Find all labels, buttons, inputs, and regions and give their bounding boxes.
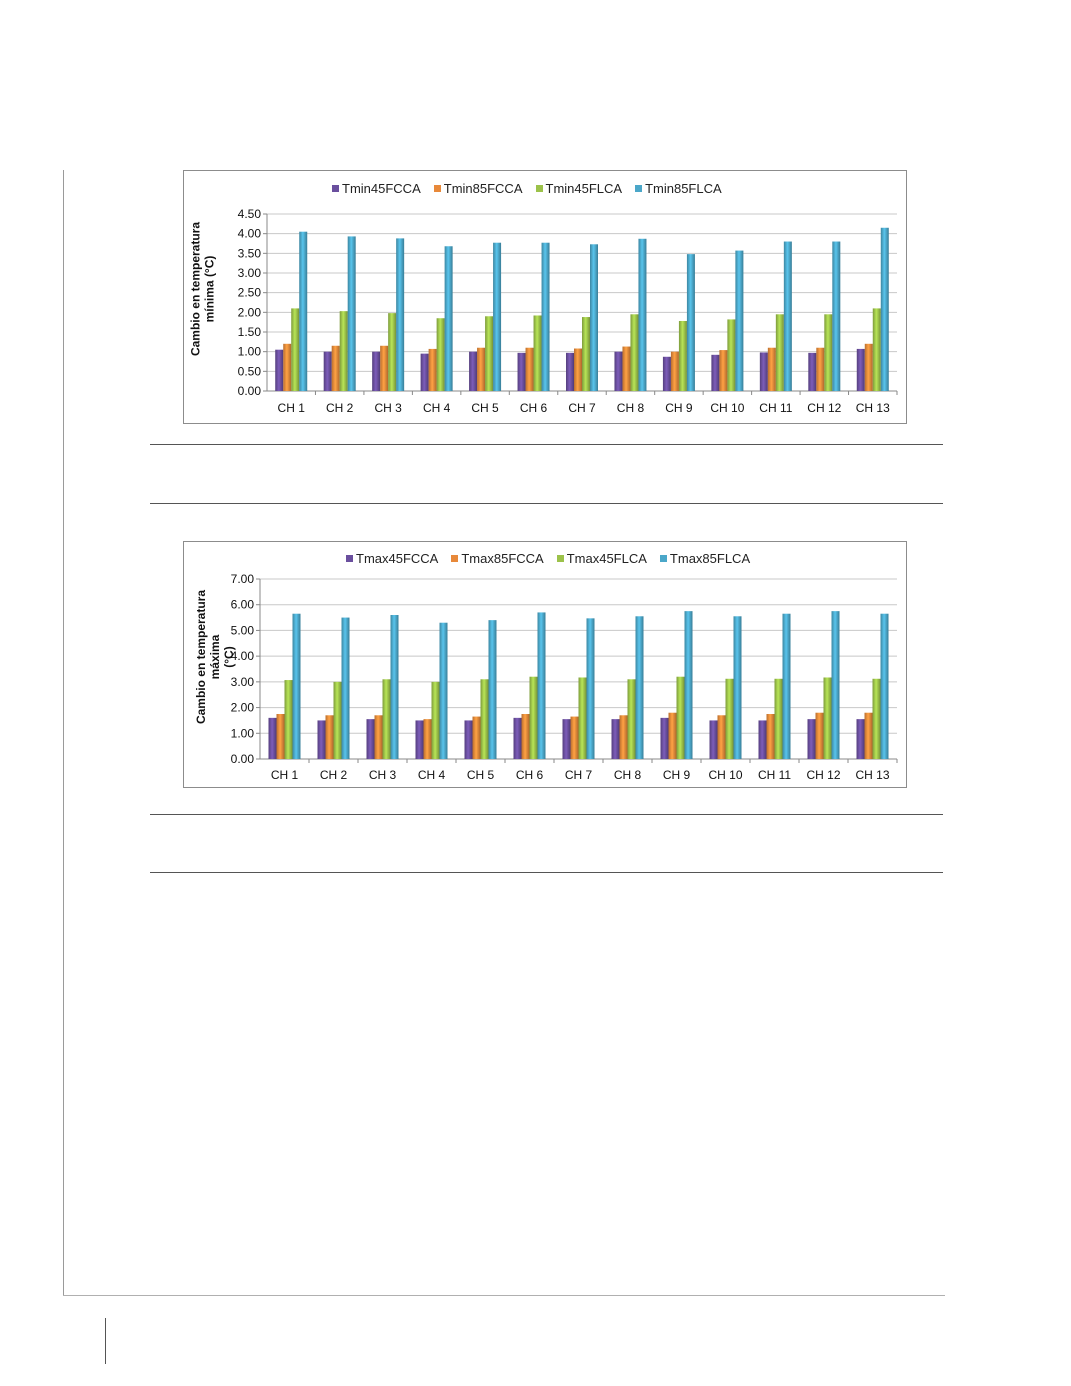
y-tick-label: 0.00 [237,384,261,398]
y-tick-label: 5.00 [230,623,254,638]
bar-Tmin45FCCA-CH4 [421,354,429,391]
bar-Tmax45FLCA-CH3 [383,679,391,759]
bar-Tmax45FLCA-CH10 [726,679,734,759]
bar-Tmax85FCCA-CH7 [571,717,579,759]
bar-Tmax45FCCA-CH8 [612,719,620,759]
bar-Tmax85FLCA-CH8 [636,616,644,759]
bar-Tmin45FCCA-CH1 [275,350,283,391]
x-tick-label: CH 9 [665,401,693,415]
separator-line [150,814,943,815]
bar-Tmax45FLCA-CH4 [432,682,440,759]
separator-line [150,503,943,504]
bar-Tmax45FCCA-CH4 [416,720,424,759]
bar-Tmin45FLCA-CH13 [873,308,881,391]
bar-Tmax85FLCA-CH11 [783,614,791,759]
bar-Tmin45FLCA-CH7 [582,317,590,391]
y-tick-label: 1.50 [237,325,261,339]
bar-Tmax45FCCA-CH2 [318,720,326,759]
bar-Tmax85FCCA-CH10 [718,715,726,759]
bar-Tmin45FLCA-CH2 [340,311,348,391]
y-tick-label: 2.00 [230,700,254,715]
x-tick-label: CH 8 [616,401,645,415]
y-tick-label: 4.50 [237,207,261,221]
bar-Tmax45FLCA-CH8 [628,679,636,759]
bar-Tmax85FCCA-CH13 [865,713,873,759]
legend-label: Tmin85FLCA [645,181,722,196]
bar-Tmin45FLCA-CH6 [534,315,542,391]
bar-Tmin85FCCA-CH8 [622,347,630,391]
legend-label: Tmax85FLCA [669,551,751,566]
bar-Tmin45FLCA-CH12 [824,314,832,391]
bar-Tmin45FLCA-CH1 [291,308,299,391]
legend-label: Tmin85FCCA [443,181,523,196]
bar-Tmax85FLCA-CH4 [440,623,448,759]
bar-Tmin85FLCA-CH2 [348,236,356,391]
x-tick-label: CH 1 [277,401,305,415]
bar-Tmax45FLCA-CH11 [775,679,783,759]
bar-Tmax85FLCA-CH13 [881,614,889,759]
bar-Tmax45FLCA-CH13 [873,679,881,759]
chart-tmax [183,541,907,788]
ylabel-line-2: mínima (°C) [202,255,217,323]
bar-Tmax85FLCA-CH1 [293,614,301,759]
bar-Tmin45FCCA-CH13 [857,349,865,391]
bar-Tmin85FCCA-CH9 [671,352,679,391]
bar-Tmax45FCCA-CH13 [857,719,865,759]
x-tick-label: CH 13 [855,401,890,415]
bar-Tmax45FLCA-CH7 [579,677,587,759]
x-tick-label: CH 2 [319,768,348,782]
bar-Tmax45FCCA-CH5 [465,720,473,759]
bar-Tmin45FLCA-CH9 [679,321,687,391]
y-tick-label: 3.50 [237,246,261,261]
bar-Tmax85FCCA-CH1 [277,714,285,759]
legend-label: Tmax45FCCA [356,551,439,566]
bar-Tmax85FCCA-CH8 [620,715,628,759]
chart-tmax-plot [184,542,908,789]
bar-Tmin85FLCA-CH3 [396,238,404,391]
ylabel-line-1: Cambio en temperatura máxima [194,589,222,725]
bar-Tmax85FLCA-CH2 [342,618,350,759]
y-tick-label: 4.00 [237,226,261,241]
footer-rule [105,1318,106,1364]
bar-Tmin85FLCA-CH13 [881,228,889,391]
bar-Tmin85FCCA-CH4 [429,349,437,391]
bar-Tmin85FLCA-CH1 [299,232,307,391]
bar-Tmin85FLCA-CH10 [735,251,743,391]
bar-Tmax45FCCA-CH10 [710,720,718,759]
x-tick-label: CH 7 [568,401,596,415]
bar-Tmin45FCCA-CH2 [324,352,332,391]
y-tick-label: 3.00 [230,674,254,689]
bar-Tmin85FCCA-CH12 [816,348,824,391]
bar-Tmax85FCCA-CH12 [816,713,824,759]
legend-label: Tmin45FLCA [545,181,623,196]
y-tick-label: 0.00 [230,752,254,766]
bar-Tmin45FLCA-CH8 [630,314,638,391]
bar-Tmax45FCCA-CH9 [661,718,669,759]
bar-Tmin85FCCA-CH6 [526,348,534,391]
x-tick-label: CH 7 [564,768,593,782]
bar-Tmin85FLCA-CH8 [638,239,646,391]
bar-Tmin85FLCA-CH7 [590,244,598,391]
bar-Tmin45FCCA-CH9 [663,357,671,391]
y-tick-label: 2.00 [237,305,261,320]
x-tick-label: CH 10 [708,768,743,782]
bar-Tmin85FCCA-CH13 [865,344,873,391]
bar-Tmin85FLCA-CH5 [493,243,501,391]
bar-Tmin85FLCA-CH11 [784,242,792,391]
bar-Tmin85FLCA-CH9 [687,254,695,391]
y-tick-label: 4.00 [230,649,254,664]
bar-Tmin85FCCA-CH3 [380,346,388,391]
bar-Tmin85FLCA-CH6 [542,243,550,391]
bar-Tmax45FCCA-CH3 [367,719,375,759]
bar-Tmax45FCCA-CH12 [808,719,816,759]
bar-Tmin45FLCA-CH3 [388,313,396,391]
bar-Tmax85FCCA-CH2 [326,715,334,759]
x-tick-label: CH 12 [806,768,841,782]
bar-Tmin45FCCA-CH8 [614,352,622,391]
bar-Tmin85FLCA-CH12 [832,242,840,391]
bar-Tmin45FCCA-CH5 [469,352,477,391]
y-tick-label: 1.00 [237,344,261,359]
x-tick-label: CH 5 [466,768,495,782]
y-tick-label: 0.50 [237,364,261,379]
x-tick-label: CH 8 [613,768,642,782]
bar-Tmax85FLCA-CH3 [391,615,399,759]
bar-Tmin45FLCA-CH11 [776,314,784,391]
x-tick-label: CH 3 [374,401,402,415]
bar-Tmin45FCCA-CH10 [711,355,719,391]
x-tick-label: CH 4 [422,401,451,415]
bar-Tmin85FCCA-CH1 [283,344,291,391]
bar-Tmax45FLCA-CH2 [334,682,342,759]
bar-Tmin85FCCA-CH10 [719,350,727,391]
bar-Tmax45FLCA-CH6 [530,677,538,759]
x-tick-label: CH 13 [855,768,890,782]
y-tick-label: 7.00 [230,572,254,586]
y-tick-label: 3.00 [237,266,261,280]
bar-Tmax45FLCA-CH9 [677,677,685,759]
bar-Tmax85FCCA-CH3 [375,715,383,759]
x-tick-label: CH 9 [662,768,691,782]
bar-Tmin45FCCA-CH6 [518,353,526,391]
x-tick-label: CH 6 [519,401,548,415]
y-tick-label: 1.00 [230,726,254,741]
bar-Tmin85FCCA-CH2 [332,346,340,391]
bar-Tmax85FLCA-CH7 [587,618,595,759]
bar-Tmax85FLCA-CH6 [538,612,546,759]
ylabel-line-1: Cambio en temperatura [188,221,203,357]
x-tick-label: CH 10 [710,401,745,415]
bar-Tmax45FCCA-CH11 [759,720,767,759]
bar-Tmax45FLCA-CH1 [285,680,293,759]
bar-Tmax85FLCA-CH10 [734,616,742,759]
bar-Tmax85FCCA-CH11 [767,714,775,759]
ylabel-line-2: (°C) [222,646,236,668]
bar-Tmax45FCCA-CH6 [514,718,522,759]
bar-Tmin85FCCA-CH11 [768,348,776,391]
y-tick-label: 6.00 [230,597,254,612]
bar-Tmax85FCCA-CH9 [669,713,677,759]
legend-label: Tmax85FCCA [461,551,544,566]
x-tick-label: CH 6 [515,768,544,782]
bar-Tmax85FCCA-CH5 [473,717,481,759]
bar-Tmin85FCCA-CH5 [477,348,485,391]
chart-tmin [183,170,907,424]
y-tick-label: 2.50 [237,285,261,300]
bar-Tmax45FLCA-CH5 [481,679,489,759]
bar-Tmax85FCCA-CH6 [522,714,530,759]
bar-Tmin85FCCA-CH7 [574,349,582,391]
bar-Tmin45FLCA-CH4 [437,318,445,391]
x-tick-label: CH 1 [270,768,299,782]
x-tick-label: CH 4 [417,768,446,782]
x-tick-label: CH 3 [368,768,397,782]
legend-label: Tmax45FLCA [566,551,647,566]
x-tick-label: CH 5 [471,401,499,415]
page-bottom-rule [63,1295,945,1296]
legend-label: Tmin45FCCA [342,181,421,196]
bar-Tmin45FCCA-CH11 [760,352,768,391]
bar-Tmax45FLCA-CH12 [824,677,832,759]
bar-Tmax45FCCA-CH7 [563,719,571,759]
bar-Tmin45FLCA-CH5 [485,316,493,391]
bar-Tmax85FCCA-CH4 [424,719,432,759]
x-tick-label: CH 2 [326,401,354,415]
bar-Tmin45FLCA-CH10 [727,319,735,391]
x-tick-label: CH 12 [807,401,842,415]
bar-Tmax85FLCA-CH9 [685,611,693,759]
separator-line [150,872,943,873]
separator-line [150,444,943,445]
x-tick-label: CH 11 [757,768,792,782]
bar-Tmax85FLCA-CH12 [832,611,840,759]
chart-tmin-plot [184,171,908,425]
bar-Tmin85FLCA-CH4 [445,246,453,391]
bar-Tmin45FCCA-CH3 [372,352,380,391]
x-tick-label: CH 11 [759,401,793,415]
bar-Tmin45FCCA-CH12 [808,353,816,391]
page-margin-line [63,170,64,1296]
bar-Tmax85FLCA-CH5 [489,620,497,759]
bar-Tmax45FCCA-CH1 [269,718,277,759]
bar-Tmin45FCCA-CH7 [566,353,574,391]
